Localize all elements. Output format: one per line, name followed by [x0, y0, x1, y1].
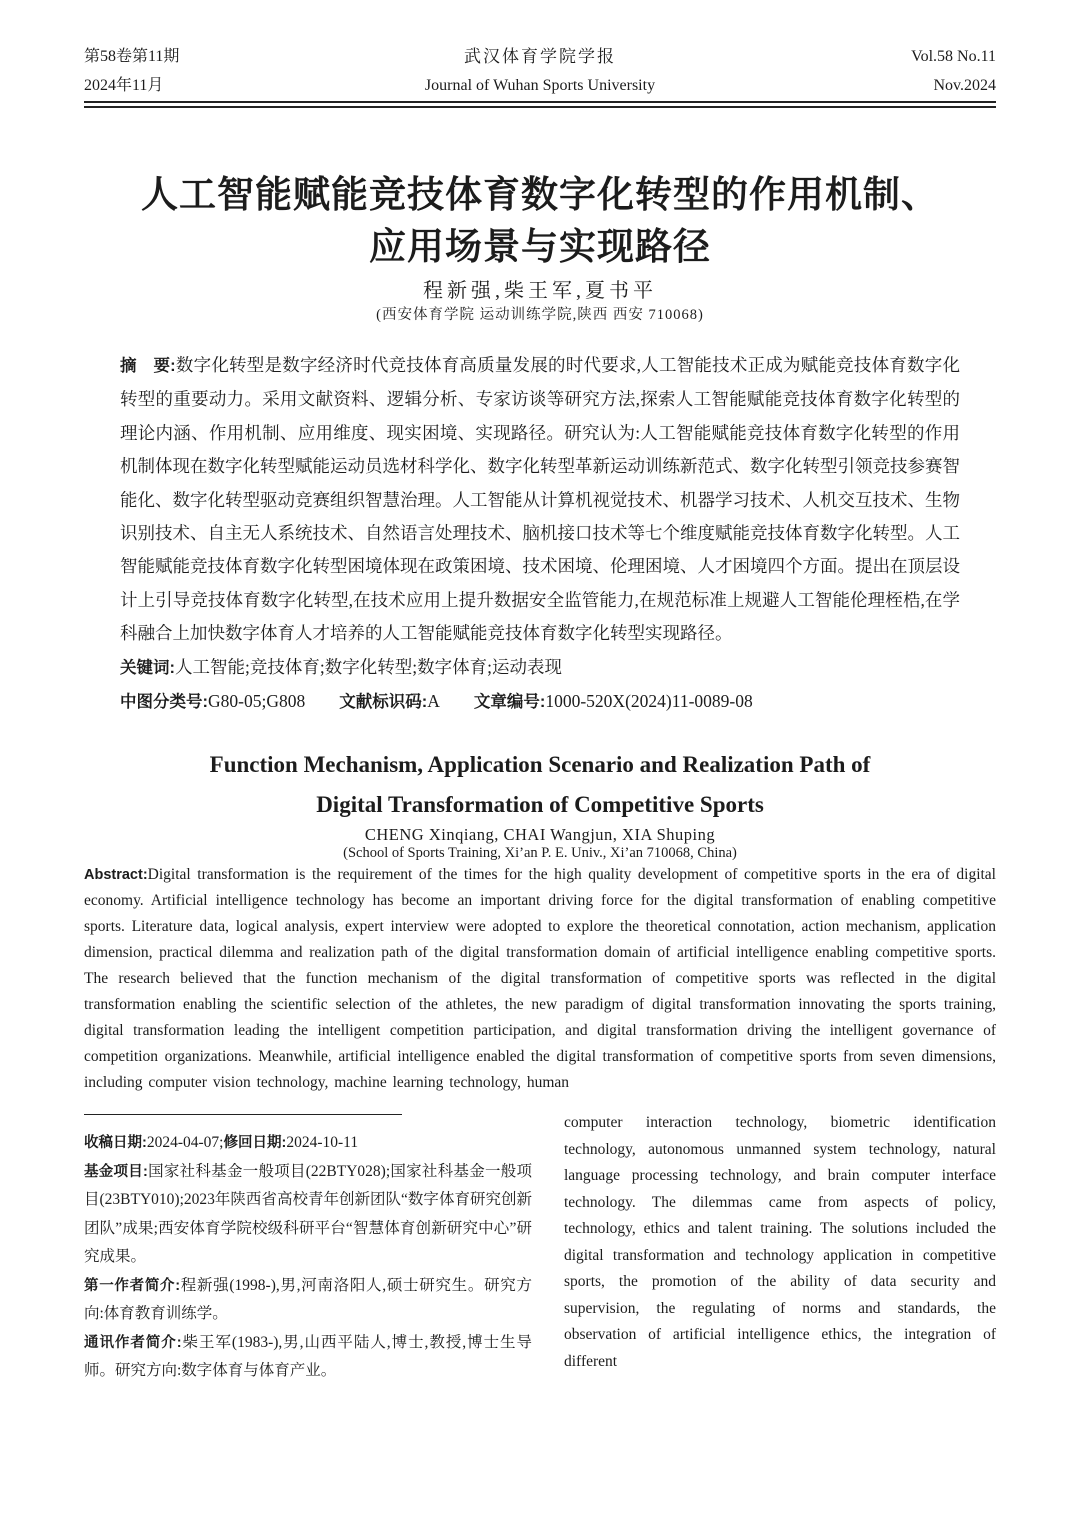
issue-info	[84, 42, 234, 100]
abstract-block-cn	[120, 349, 960, 719]
keywords-cn-label: 关键词:	[120, 658, 175, 677]
article-title-en-line1: Function Mechanism, Application Scenario and Realization Path of	[209, 752, 871, 778]
footnote-divider	[84, 1114, 402, 1115]
bottom-two-column-area	[84, 1104, 996, 1386]
document-code-value: A	[427, 691, 440, 712]
journal-name-en: Journal of Wuhan Sports University	[424, 77, 656, 94]
volume-issue-cn: 第58卷第11期	[84, 48, 180, 65]
clc-number-label: 中图分类号:	[120, 693, 208, 712]
clc-number	[120, 691, 305, 711]
authors-cn: 程新强,柴王军,夏书平	[423, 280, 657, 302]
article-title-en-line2: Digital Transformation of Competitive Sports	[316, 792, 764, 818]
affiliation-cn: (西安体育学院 运动训练学院,陕西 西安 710068)	[376, 307, 704, 323]
abstract-en-continuation-text: computer interaction technology, biometric identification technology, autonomous unmanned system technology, natural language processing technology, and brain computer interface technology. The dilemmas came from aspects of policy, technology, ethics and talent training. The solutions included the digital transformation and technology application in competitive sports, the promotion of the ability of data security and supervision, the regulating of norms and standards, the observation of artificial intelligence ethics, the integration of different	[564, 1114, 996, 1370]
abstract-en-text: Digital transformation is the requirement of the times for the high quality development of competitive sports in the era of digital economy. Artificial intelligence technology has become an important driving force for the digital transformation of enabling competitive sports. Literature data, logical analysis, expert interview were adopted to explore the theoretical connotation, action mechanism, application dimension, practical dilemma and realization path of the digital transformation domain of artificial intelligence enabling competitive sports. The research believed that the function mechanism of the digital transformation of competitive sports was reflected in the digital transformation enabling the scientific selection of the athletes, the new paradigm of digital transformation innovating the sports training, digital transformation leading the intelligent competition participation, and digital transformation driving the intelligent governance of competition organizations. Meanwhile, artificial intelligence enabled the digital transformation of competitive sports from seven dimensions, including computer vision technology, machine learning technology, human	[84, 866, 996, 1092]
first-author-text: 程新强(1998-),男,河南洛阳人,硕士研究生。研究方向:体育教育训练学。	[84, 1276, 532, 1323]
article-title-cn	[84, 170, 996, 274]
footnote-block	[84, 1104, 532, 1386]
article-number-value: 1000-520X(2024)11-0089-08	[545, 691, 753, 712]
header-divider	[84, 101, 996, 108]
first-author-label: 第一作者简介:	[84, 1277, 181, 1294]
document-code	[339, 691, 440, 711]
corresponding-author-label: 通讯作者简介:	[84, 1334, 182, 1351]
received-date-label: 收稿日期:	[84, 1135, 147, 1152]
article-title-cn-line2: 应用场景与实现路径	[369, 227, 711, 268]
page-header	[84, 42, 996, 100]
clc-number-value: G80-05;G808	[208, 691, 306, 712]
corresponding-author-text: 柴王军(1983-),男,山西平陆人,博士,教授,博士生导师。研究方向:数字体育与体育产业。	[84, 1333, 532, 1380]
authors-en: CHENG Xinqiang, CHAI Wangjun, XIA Shuping	[364, 825, 716, 845]
volume-info-en	[846, 42, 996, 100]
article-number-label: 文章编号:	[473, 693, 546, 712]
document-code-label: 文献标识码:	[339, 693, 428, 712]
abstract-cn-label: 摘 要:	[120, 357, 176, 375]
article-number	[474, 691, 753, 711]
received-date-value: 2024-04-07;	[146, 1134, 224, 1152]
article-title-en	[84, 745, 996, 825]
funding-label: 基金项目:	[84, 1163, 148, 1180]
revised-date-value: 2024-10-11	[286, 1134, 359, 1152]
footnote-funding	[84, 1158, 532, 1272]
clc-line	[120, 685, 960, 719]
journal-name	[234, 42, 846, 100]
abstract-cn-text: 数字化转型是数字经济时代竞技体育高质量发展的时代要求,人工智能技术正成为赋能竞技体育数字化转型的重要动力。采用文献资料、逻辑分析、专家访谈等研究方法,探索人工智能赋能竞技体育数字化转型的理论内涵、作用机制、应用维度、现实困境、实现路径。研究认为:人工智能赋能竞技体育数字化转型的作用机制体现在数字化转型赋能运动员选材科学化、数字化转型革新运动训练新范式、数字化转型引领竞技参赛智能化、数字化转型驱动竞赛组织智慧治理。人工智能从计算机视觉技术、机器学习技术、人机交互技术、生物识别技术、自主无人系统技术、自然语言处理技术、脑机接口技术等七个维度赋能竞技体育数字化转型。人工智能赋能竞技体育数字化转型困境体现在政策困境、技术困境、伦理困境、人才困境四个方面。提出在顶层设计上引导竞技体育数字化转型,在技术应用上提升数据安全监管能力,在规范标准上规避人工智能伦理桎梏,在学科融合上加快数字体育人才培养的人工智能赋能竞技体育数字化转型实现路径。	[120, 355, 961, 644]
journal-name-cn: 武汉体育学院学报	[464, 47, 616, 66]
abstract-cn	[120, 349, 960, 651]
abstract-en-continuation	[564, 1110, 996, 1375]
article-title-cn-line1: 人工智能赋能竞技体育数字化转型的作用机制、	[141, 175, 939, 216]
issue-date-en: Nov.2024	[933, 77, 996, 94]
footnote-corresponding-author	[84, 1329, 532, 1386]
volume-issue-en: Vol.58 No.11	[911, 48, 996, 65]
revised-date-label: 修回日期:	[223, 1135, 287, 1152]
article-content	[84, 170, 996, 1386]
keywords-cn-text: 人工智能;竞技体育;数字化转型;数字体育;运动表现	[175, 656, 562, 677]
keywords-cn	[120, 651, 960, 685]
abstract-en-label: Abstract:	[84, 867, 148, 884]
issue-date-cn: 2024年11月	[84, 77, 164, 94]
footnote-dates	[84, 1129, 532, 1158]
affiliation-en: (School of Sports Training, Xi’an P. E. Univ., Xi’an 710068, China)	[343, 845, 737, 862]
abstract-en	[84, 862, 996, 1096]
funding-text: 国家社科基金一般项目(22BTY028);国家社科基金一般项目(23BTY010);2023年陕西省高校青年创新团队“数字体育研究创新团队”成果;西安体育学院校级科研平台“智慧体育创新研究中心”研究成果。	[84, 1162, 532, 1266]
footnote-first-author	[84, 1272, 532, 1329]
